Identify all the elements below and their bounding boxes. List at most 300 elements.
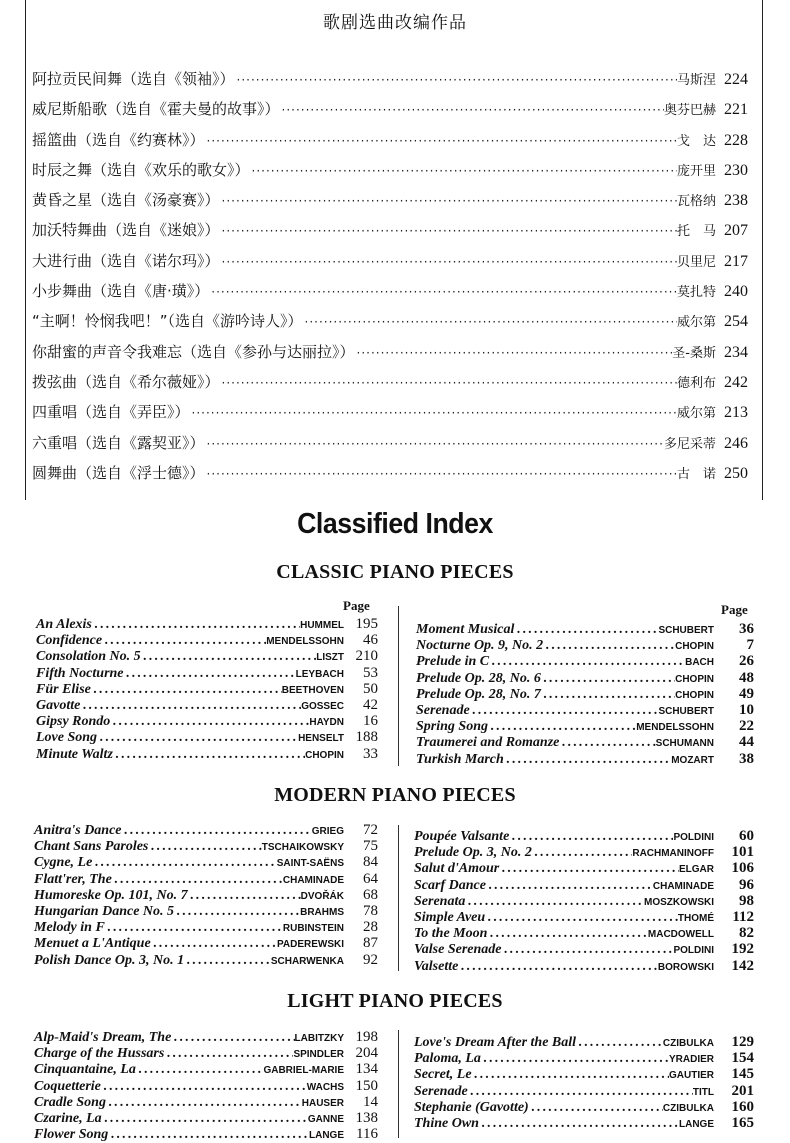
index-entry [36, 729, 378, 745]
toc-entry-page: 242 [724, 373, 748, 391]
index-leader-dots [97, 730, 298, 744]
index-entry-title: Thine Own [414, 1115, 479, 1131]
index-entry-page: 98 [739, 892, 754, 909]
index-entry-title: Valse Serenade [414, 942, 502, 958]
index-leader-dots [92, 617, 300, 631]
left-border [25, 0, 26, 500]
index-entry [36, 746, 378, 762]
index-leader-dots [502, 942, 674, 956]
index-entry [34, 952, 378, 968]
column-divider [398, 606, 399, 766]
index-entry-composer: MACDOWELL [647, 929, 714, 941]
toc-entry-title: 摇篮曲（选自《约赛林》） [32, 130, 205, 149]
index-leader-dots [499, 861, 679, 875]
index-entry-title: An Alexis [36, 617, 92, 632]
classic-left-column [36, 616, 378, 762]
index-entry-title: Cradle Song [34, 1094, 106, 1110]
index-entry-composer: POLDINI [673, 832, 714, 843]
index-entry-page: 188 [355, 729, 378, 746]
index-entry-page: 138 [355, 1109, 378, 1126]
index-entry [34, 903, 378, 919]
toc-entry-page: 228 [724, 131, 748, 149]
index-entry-composer: DVOŘÁK [300, 890, 344, 902]
index-leader-dots [543, 638, 675, 652]
toc-entry-title: 拨弦曲（选自《希尔薇娅》） [32, 372, 220, 391]
index-entry-page: 204 [355, 1045, 378, 1062]
index-entry-page: 53 [363, 664, 378, 681]
index-entry-composer: MOSZKOWSKI [644, 896, 714, 908]
right-border [762, 0, 763, 500]
index-entry-page: 165 [731, 1114, 754, 1131]
toc-entry-composer: 莫扎特 [676, 285, 716, 301]
index-entry-page: 198 [355, 1029, 378, 1045]
index-leader-dots [122, 823, 312, 837]
index-entry-title: Gipsy Rondo [36, 714, 111, 730]
index-entry-title: Polish Dance Op. 3, No. 1 [34, 952, 185, 968]
toc-leader-dots [205, 437, 664, 451]
index-entry [416, 637, 754, 653]
index-leader-dots [141, 649, 317, 663]
index-entry-page: 72 [363, 822, 378, 838]
index-entry-composer: BACH [685, 657, 714, 669]
index-entry-composer: TSCHAIKOWSKY [261, 842, 344, 854]
index-leader-dots [485, 910, 678, 924]
toc-entry-composer: 威尔第 [676, 315, 716, 331]
toc-entry-composer: 马斯涅 [676, 73, 716, 88]
toc-entry-title: 大进行曲（选自《诺尔玛》） [32, 251, 220, 270]
index-entry-page: 145 [731, 1066, 754, 1083]
index-entry-composer: LEYBACH [295, 668, 344, 680]
index-entry-title: Prelude Op. 3, No. 2 [414, 845, 532, 861]
index-entry-title: Stephanie (Gavotte) [414, 1099, 529, 1115]
index-entry [414, 925, 754, 941]
index-entry [416, 621, 754, 637]
toc-entry-title: 六重唱（选自《露契亚》） [32, 433, 205, 452]
index-entry-title: Humoreske Op. 101, No. 7 [34, 887, 188, 903]
index-entry-composer: SCHUBERT [658, 625, 714, 636]
index-entry-composer: CHOPIN [675, 641, 714, 653]
index-entry [416, 653, 754, 669]
index-entry-page: 50 [363, 680, 378, 697]
index-entry [416, 751, 754, 767]
index-entry-page: 22 [739, 718, 754, 735]
index-entry [34, 838, 378, 854]
toc-entry-page: 238 [724, 192, 748, 210]
index-entry [414, 1066, 754, 1082]
index-leader-dots [532, 845, 633, 859]
index-entry [34, 822, 378, 838]
index-leader-dots [479, 1116, 679, 1130]
index-entry [34, 1061, 378, 1077]
index-entry [34, 1110, 378, 1126]
index-entry-composer: MOZART [671, 754, 714, 766]
index-entry [416, 734, 754, 750]
toc-entry-title: 小步舞曲（选自《唐·璜》） [32, 282, 210, 301]
index-entry-composer: GOSSEC [301, 700, 344, 712]
index-entry-title: Fifth Nocturne [36, 665, 124, 681]
index-entry-title: Confidence [36, 633, 103, 649]
index-entry-composer: MENDELSSOHN [636, 722, 714, 734]
toc-row [32, 129, 748, 159]
index-leader-dots [489, 654, 685, 668]
index-leader-dots [504, 752, 671, 766]
index-entry-page: 60 [739, 828, 754, 844]
index-entry-title: Cygne, Le [34, 855, 93, 871]
toc-row [32, 371, 748, 401]
toc-leader-dots [220, 194, 677, 208]
toc-entry-title: “主啊！怜悯我吧！”（选自《游吟诗人》） [32, 312, 303, 331]
index-entry-page: 26 [739, 653, 754, 670]
index-leader-dots [470, 703, 659, 717]
index-entry-page: 142 [731, 957, 754, 974]
toc-leader-dots [220, 255, 677, 269]
index-leader-dots [136, 1062, 264, 1076]
index-leader-dots [112, 872, 283, 886]
index-entry-composer: LISZT [316, 652, 344, 664]
index-leader-dots [102, 1111, 308, 1125]
index-entry-title: Alp-Maid's Dream, The [34, 1030, 172, 1045]
index-entry-page: 36 [739, 621, 754, 637]
index-entry-title: Spring Song [416, 719, 488, 735]
column-divider [398, 825, 399, 971]
index-entry-page: 129 [731, 1034, 754, 1050]
index-entry-title: Traumerei and Romanze [416, 735, 560, 751]
toc-row [32, 98, 748, 128]
index-entry-title: Scarf Dance [414, 877, 486, 893]
toc-entry-composer: 古 诺 [676, 466, 716, 482]
index-leader-dots [102, 633, 266, 647]
index-entry-page: 14 [363, 1093, 378, 1110]
index-leader-dots [465, 894, 644, 908]
index-leader-dots [458, 959, 658, 973]
index-leader-dots [188, 888, 301, 902]
index-leader-dots [541, 671, 675, 685]
toc-entry-page: 246 [724, 434, 748, 452]
index-entry [34, 1126, 378, 1142]
index-entry-page: 28 [363, 919, 378, 936]
index-entry [416, 670, 754, 686]
index-entry-composer: HAUSER [301, 1097, 344, 1109]
index-leader-dots [184, 953, 271, 967]
index-entry-composer: LANGE [679, 1118, 714, 1130]
toc-entry-composer: 威尔第 [676, 406, 716, 422]
opera-section-title: 歌剧选曲改编作品 [323, 13, 467, 33]
index-entry [416, 718, 754, 734]
index-entry-title: Flower Song [34, 1127, 109, 1143]
index-entry-composer: TITL [692, 1086, 714, 1098]
index-entry-page: 87 [363, 935, 378, 952]
index-leader-dots [164, 1046, 293, 1060]
index-entry-page: 75 [363, 838, 378, 855]
index-entry-page: 101 [731, 844, 754, 861]
index-entry [36, 665, 378, 681]
index-entry [34, 887, 378, 903]
index-entry [36, 681, 378, 697]
index-entry [34, 1029, 378, 1045]
index-leader-dots [559, 735, 655, 749]
toc-entry-composer: 圣-桑斯 [672, 345, 716, 361]
index-entry-composer: BEETHOVEN [281, 684, 344, 696]
index-entry-composer: GABRIEL-MARIE [263, 1065, 344, 1077]
index-leader-dots [80, 698, 301, 712]
index-entry-title: Cinquantaine, La [34, 1062, 136, 1078]
toc-entry-composer: 托 马 [676, 224, 716, 240]
index-entry-title: Anitra's Dance [34, 823, 122, 838]
page-label-left: Page [343, 598, 370, 613]
index-leader-dots [148, 839, 261, 853]
index-entry-page: 201 [731, 1082, 754, 1099]
modern-left-column [34, 822, 378, 968]
index-entry-title: Prelude in C [416, 654, 490, 670]
index-entry-page: 38 [739, 750, 754, 767]
light-left-column [34, 1029, 378, 1142]
index-entry-composer: SCHUMANN [655, 738, 714, 750]
index-entry-title: Czarine, La [34, 1110, 102, 1126]
toc-row [32, 219, 748, 249]
index-entry-page: 16 [363, 713, 378, 730]
index-entry [34, 935, 378, 951]
index-entry-page: 82 [739, 925, 754, 942]
index-entry-page: 49 [739, 685, 754, 702]
index-entry [34, 919, 378, 935]
toc-leader-dots [220, 224, 677, 238]
index-entry-title: Turkish March [416, 751, 504, 767]
index-entry-page: 134 [355, 1061, 378, 1078]
toc-leader-dots [209, 285, 677, 299]
index-entry-page: 116 [356, 1126, 378, 1143]
index-entry-title: Simple Aveu [414, 909, 486, 925]
toc-entry-composer: 庞开里 [676, 163, 716, 179]
index-leader-dots [92, 855, 276, 869]
toc-entry-composer: 贝里尼 [676, 254, 716, 270]
index-entry [36, 697, 378, 713]
index-entry-composer: PADEREWSKI [276, 939, 344, 951]
index-entry-page: 42 [363, 696, 378, 713]
toc-entry-composer: 戈 达 [676, 133, 716, 149]
toc-entry-page: 254 [724, 313, 748, 331]
toc-entry-title: 阿拉贡民间舞（选自《领袖》） [32, 70, 235, 88]
index-entry-composer: POLDINI [673, 945, 714, 957]
index-entry-composer: LANGE [309, 1130, 344, 1142]
index-leader-dots [481, 1051, 669, 1065]
index-entry-composer: THOMÉ [677, 912, 714, 924]
index-entry [414, 1034, 754, 1050]
index-entry-composer: ELGAR [679, 864, 714, 876]
index-entry-title: Paloma, La [414, 1051, 481, 1067]
toc-entry-page: 213 [724, 404, 748, 422]
index-entry [36, 632, 378, 648]
index-entry-title: To the Moon [414, 926, 488, 942]
index-entry-title: Für Elise [36, 681, 91, 697]
classic-right-column [416, 621, 754, 767]
index-entry [34, 1094, 378, 1110]
index-entry-page: 10 [739, 701, 754, 718]
index-entry-composer: MENDELSSOHN [266, 636, 344, 648]
index-entry-title: Poupée Valsante [414, 829, 510, 844]
index-entry-composer: CZIBULKA [662, 1102, 714, 1114]
index-entry-composer: GANNE [307, 1113, 344, 1125]
index-entry-composer: CHOPIN [675, 673, 714, 685]
index-entry-page: 112 [732, 908, 754, 925]
index-entry [34, 1078, 378, 1094]
toc-leader-dots [303, 315, 677, 329]
toc-row [32, 280, 748, 310]
index-entry-title: Chant Sans Paroles [34, 839, 149, 855]
index-entry-composer: SCHUBERT [658, 705, 714, 717]
index-entry-title: Consolation No. 5 [36, 649, 141, 665]
section-heading-classic: CLASSIC PIANO PIECES [276, 561, 514, 583]
index-entry-title: Love Song [36, 730, 98, 746]
toc-row [32, 159, 748, 189]
index-entry-composer: GAUTIER [669, 1070, 714, 1082]
index-entry [34, 854, 378, 870]
index-entry-composer: LABITZKY [294, 1033, 344, 1044]
index-entry-page: 7 [746, 637, 754, 654]
index-entry-composer: SAINT-SAËNS [276, 858, 344, 870]
index-leader-dots [124, 666, 296, 680]
index-entry-title: Serenata [414, 893, 466, 909]
index-entry-composer: CHAMINADE [282, 874, 344, 886]
toc-leader-dots [205, 467, 677, 481]
toc-row [32, 401, 748, 431]
toc-entry-page: 230 [724, 161, 748, 179]
index-entry-composer: GRIEG [311, 826, 344, 837]
index-leader-dots [101, 1079, 307, 1093]
index-entry [414, 1083, 754, 1099]
index-entry [36, 713, 378, 729]
index-entry-composer: HAYDN [309, 717, 344, 729]
index-leader-dots [468, 1084, 693, 1098]
toc-entry-page: 207 [724, 222, 748, 240]
index-entry [414, 860, 754, 876]
index-leader-dots [541, 687, 675, 701]
toc-entry-title: 黄昏之星（选自《汤豪赛》） [32, 191, 220, 210]
toc-entry-title: 时辰之舞（选自《欢乐的歌女》） [32, 160, 250, 179]
index-entry-title: Coquetterie [34, 1078, 101, 1094]
toc-row [32, 250, 748, 280]
page-label-right: Page [721, 602, 748, 617]
index-entry-composer: BOROWSKI [657, 961, 714, 973]
toc-leader-dots [280, 103, 664, 117]
index-entry-page: 48 [739, 669, 754, 686]
index-entry [414, 909, 754, 925]
index-entry-composer: SCHARWENKA [270, 955, 344, 967]
toc-entry-composer: 奥芬巴赫 [663, 103, 716, 119]
index-leader-dots [171, 1030, 294, 1044]
index-entry-page: 44 [739, 734, 754, 751]
index-entry [414, 844, 754, 860]
index-entry-page: 92 [363, 951, 378, 968]
section-heading-modern: MODERN PIANO PIECES [274, 784, 516, 806]
index-entry-composer: CHOPIN [675, 689, 714, 701]
toc-entry-page: 217 [724, 252, 748, 270]
index-entry [34, 1045, 378, 1061]
index-entry-title: Serenade [414, 1083, 468, 1099]
index-leader-dots [174, 904, 300, 918]
index-entry-composer: HUMMEL [300, 620, 344, 631]
index-entry-composer: BRAHMS [300, 906, 344, 918]
toc-row [32, 189, 748, 219]
index-entry-title: Prelude Op. 28, No. 7 [416, 686, 541, 702]
index-leader-dots [105, 920, 283, 934]
index-leader-dots [488, 719, 636, 733]
section-heading-light: LIGHT PIANO PIECES [287, 990, 503, 1012]
index-leader-dots [486, 878, 653, 892]
index-entry-composer: SPINDLER [293, 1049, 344, 1061]
index-entry-title: Secret, Le [414, 1067, 472, 1083]
index-entry [414, 958, 754, 974]
opera-toc [32, 68, 748, 492]
index-entry-composer: CHOPIN [305, 749, 344, 761]
toc-row [32, 68, 748, 98]
index-entry-composer: RUBINSTEIN [282, 923, 344, 935]
toc-row [32, 310, 748, 340]
toc-entry-composer: 德利布 [676, 375, 716, 391]
toc-row [32, 462, 748, 492]
index-title: Classified Index [297, 508, 493, 540]
index-entry [414, 828, 754, 844]
index-entry-composer: CZIBULKA [662, 1038, 714, 1049]
index-entry [414, 1099, 754, 1115]
index-leader-dots [110, 714, 309, 728]
toc-row [32, 432, 748, 462]
toc-leader-dots [190, 406, 677, 420]
toc-leader-dots [235, 73, 677, 87]
index-entry-page: 150 [355, 1077, 378, 1094]
index-entry-composer: WACHS [306, 1081, 344, 1093]
index-leader-dots [529, 1100, 663, 1114]
index-entry-page: 154 [731, 1050, 754, 1067]
index-entry-title: Moment Musical [416, 622, 515, 637]
index-entry [416, 702, 754, 718]
toc-entry-title: 圆舞曲（选自《浮士德》） [32, 463, 205, 482]
toc-entry-title: 加沃特舞曲（选自《迷娘》） [32, 221, 220, 240]
index-leader-dots [487, 926, 648, 940]
index-entry-title: Hungarian Dance No. 5 [34, 903, 175, 919]
index-entry [36, 648, 378, 664]
toc-entry-composer: 多尼采蒂 [663, 436, 716, 452]
index-entry [414, 877, 754, 893]
index-entry-title: Charge of the Hussars [34, 1046, 165, 1062]
index-entry-title: Nocturne Op. 9, No. 2 [416, 638, 544, 654]
index-entry-page: 192 [731, 941, 754, 958]
index-entry-page: 64 [363, 870, 378, 887]
index-entry-title: Gavotte [36, 697, 81, 713]
index-entry-page: 195 [355, 616, 378, 632]
index-entry-title: Prelude Op. 28, No. 6 [416, 670, 541, 686]
toc-entry-page: 240 [724, 283, 748, 301]
index-entry-title: Menuet a L'Antique [34, 936, 151, 952]
toc-leader-dots [250, 164, 677, 178]
index-leader-dots [472, 1067, 669, 1081]
index-entry-page: 160 [731, 1098, 754, 1115]
toc-entry-page: 234 [724, 343, 748, 361]
toc-leader-dots [205, 134, 677, 148]
index-entry-page: 68 [363, 886, 378, 903]
index-entry [414, 941, 754, 957]
index-leader-dots [113, 747, 305, 761]
index-entry-composer: RACHMANINOFF [632, 848, 714, 860]
toc-entry-composer: 瓦格纳 [676, 194, 716, 210]
index-entry [414, 1050, 754, 1066]
index-entry-page: 78 [363, 902, 378, 919]
index-leader-dots [151, 936, 277, 950]
toc-row [32, 341, 748, 371]
light-right-column [414, 1034, 754, 1131]
index-entry [36, 616, 378, 632]
index-entry-title: Valsette [414, 958, 459, 974]
toc-entry-page: 224 [724, 71, 748, 88]
